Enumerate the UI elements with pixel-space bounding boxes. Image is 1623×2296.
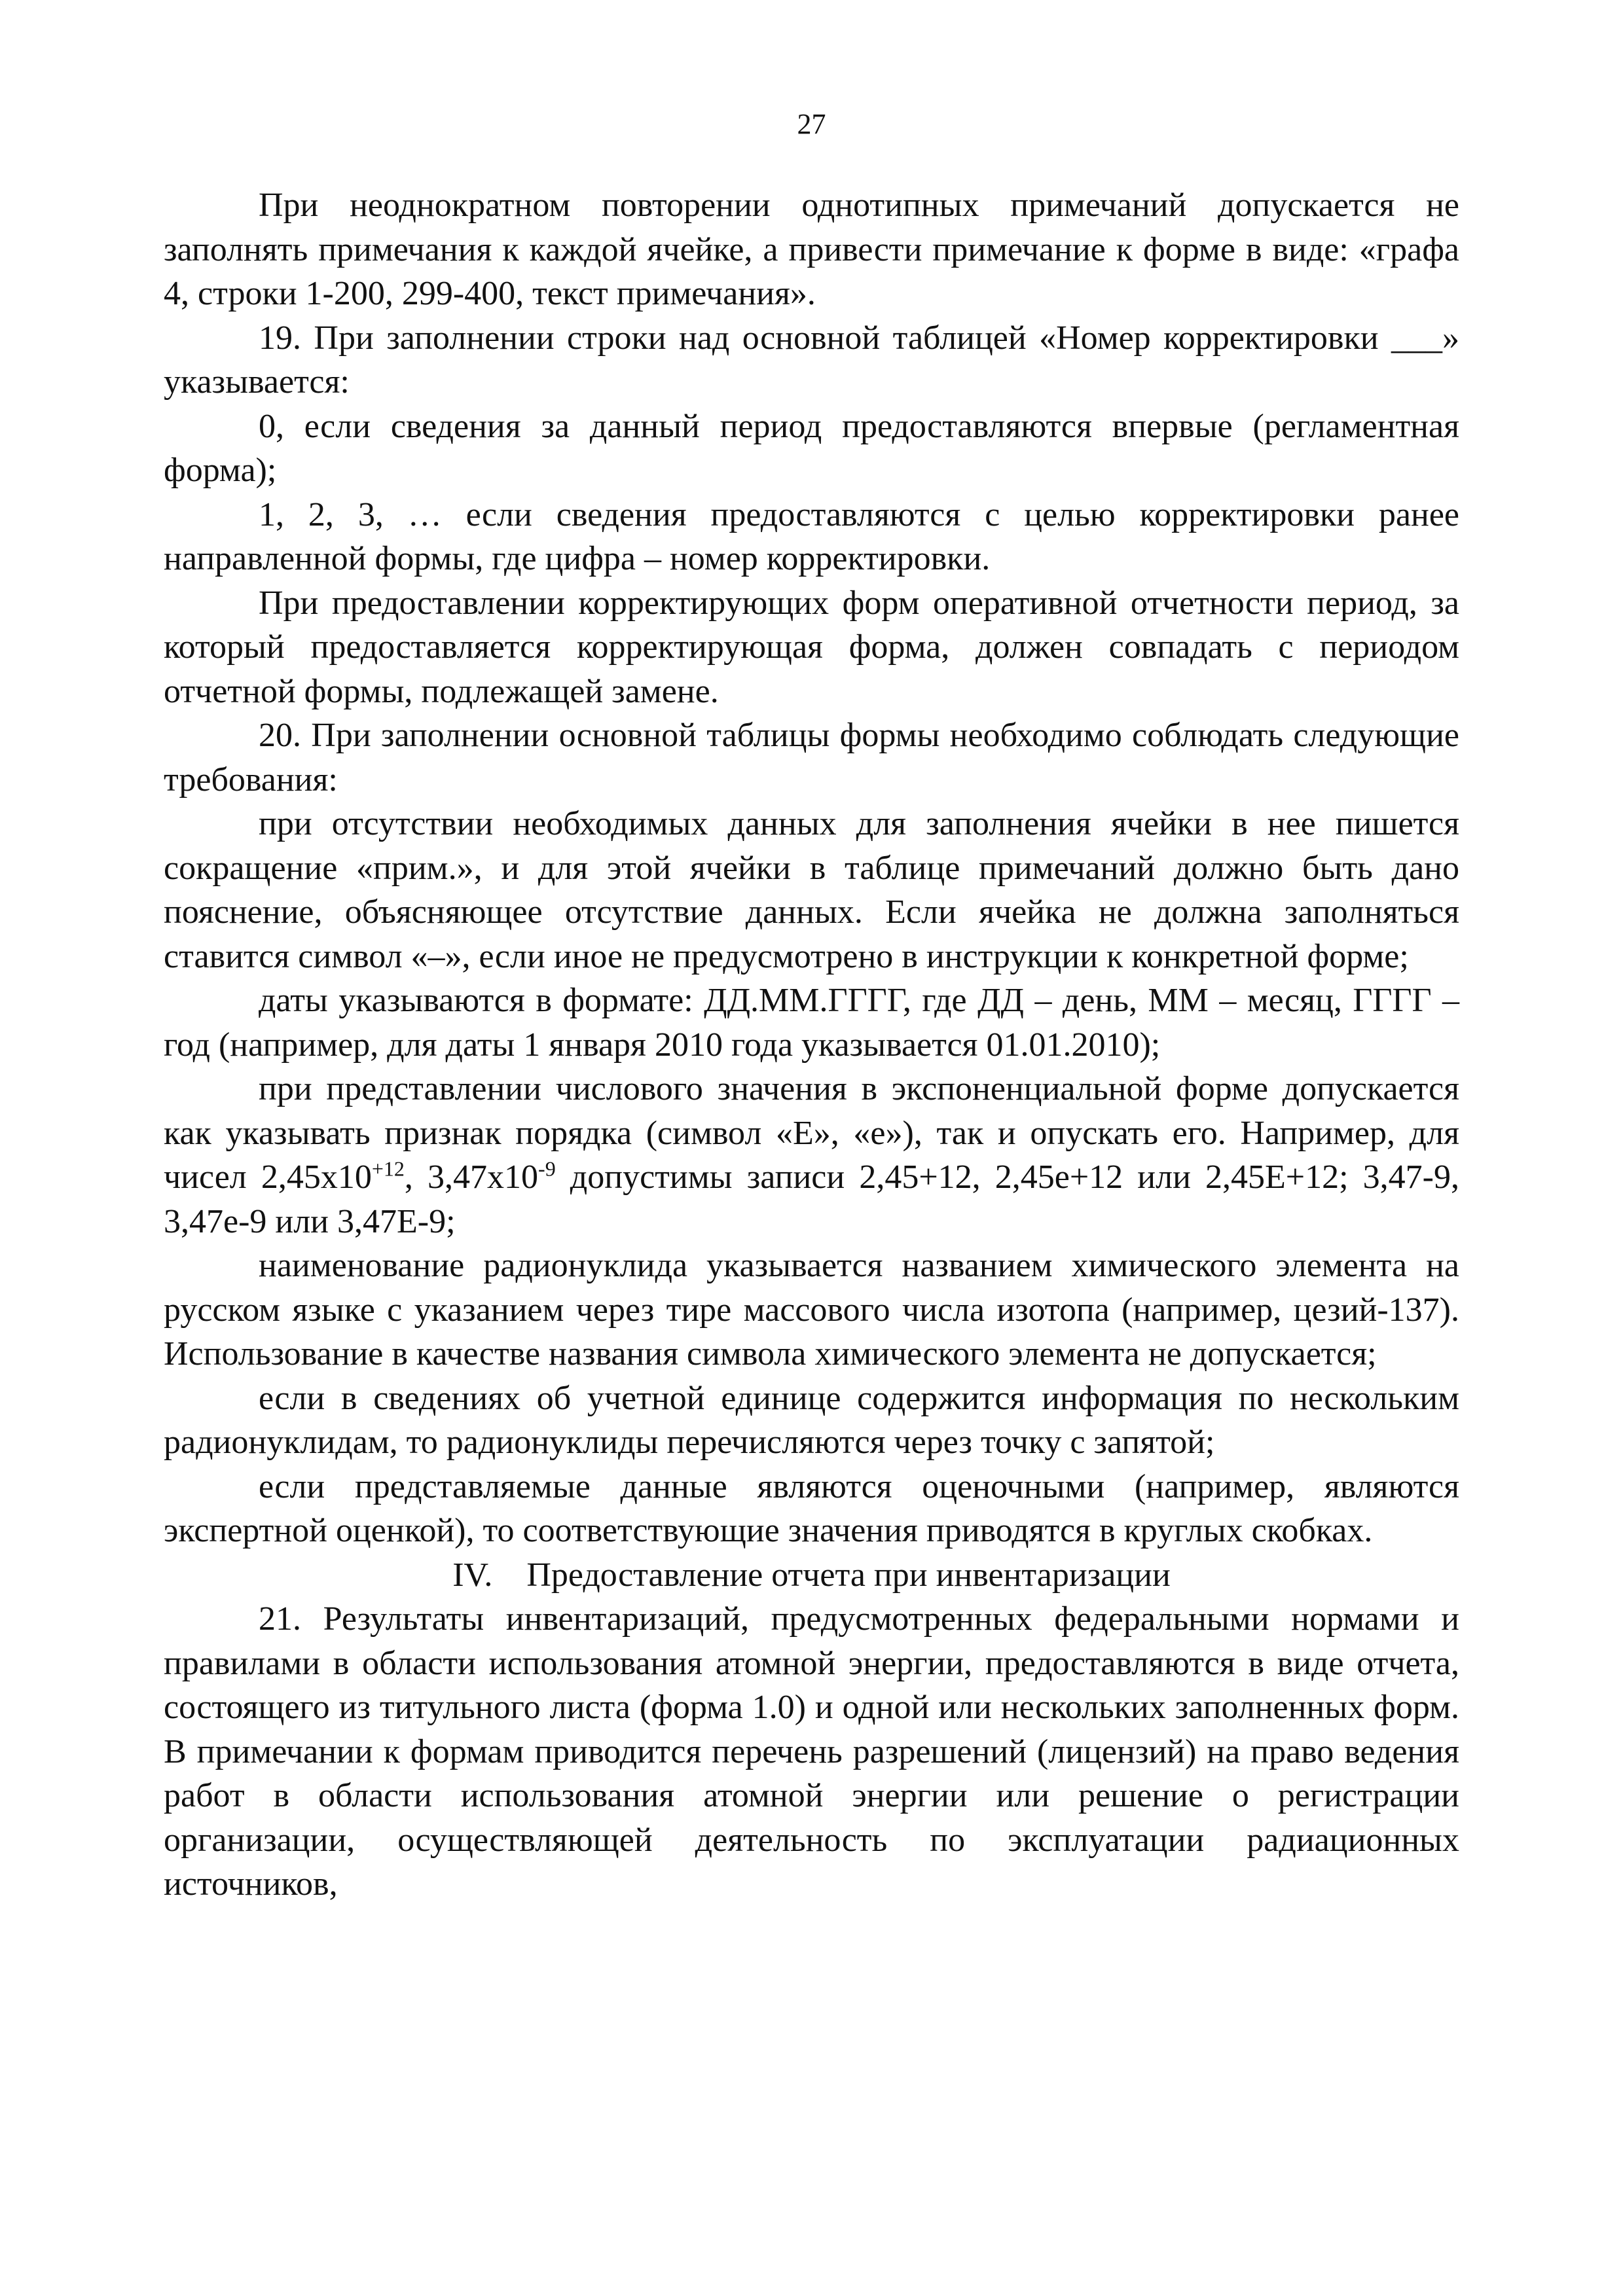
paragraph-correction-zero: 0, если сведения за данный период предоставляются впервые (регламентная форма); (164, 407, 1459, 489)
exponent-text-c: допустимы записи 2,45+12, 2,45e+12 или 2,45E+12; 3,47-9, 3,47e-9 или 3,47E-9; (164, 1158, 1460, 1240)
paragraph-radionuclide-name: наименование радионуклида указывается названием химического элемента на русском языке с указанием через тире массового числа изотопа (например, цезий-137). Использование в качестве названия символа химического элемента не допускается; (164, 1247, 1459, 1372)
paragraph-item-20: 20. При заполнении основной таблицы формы необходимо соблюдать следующие требования: (164, 717, 1459, 798)
paragraph-correcting-forms: При предоставлении корректирующих форм оперативной отчетности период, за который предоставляется корректирующая форма, должен совпадать с периодом отчетной формы, подлежащей замене. (164, 584, 1459, 710)
paragraph-repeated-notes: При неоднократном повторении однотипных примечаний допускается не заполнять примечания к каждой ячейке, а привести примечание к форме в виде: «графа 4, строки 1-200, 299-400, текст примечания». (164, 187, 1459, 312)
paragraph-exponential-format (164, 1067, 1459, 1244)
paragraph-estimated-data: если представляемые данные являются оценочными (например, являются экспертной оценкой), то соответствующие значения приводятся в круглых скобках. (164, 1467, 1459, 1549)
exponent-text-b: , 3,47x10 (404, 1158, 539, 1196)
section-heading: IV. Предоставление отчета при инвентаризации (452, 1556, 1171, 1594)
paragraph-multiple-radionuclides: если в сведениях об учетной единице содержится информация по нескольким радионуклидам, то радионуклиды перечисляются через точку с запятой; (164, 1379, 1459, 1461)
exponent-superscript-2: -9 (538, 1157, 556, 1181)
paragraph-item-19: 19. При заполнении строки над основной таблицей «Номер корректировки ___» указывается: (164, 319, 1459, 401)
paragraph-date-format: даты указываются в формате: ДД.ММ.ГГГГ, где ДД – день, ММ – месяц, ГГГГ – год (например, для даты 1 января 2010 года указывается 01.01.2010); (164, 982, 1459, 1064)
paragraph-correction-numbers: 1, 2, 3, … если сведения предоставляются с целью корректировки ранее направленной формы, где цифра – номер корректировки. (164, 495, 1459, 577)
exponent-superscript-1: +12 (371, 1157, 405, 1181)
exponent-text-a: при представлении числового значения в экспоненциальной форме допускается как указывать признак порядка (символ «Е», «е»), так и опускать его. Например, для чисел 2,45x10 (164, 1070, 1459, 1196)
page-number: 27 (797, 108, 826, 140)
paragraph-item-21: 21. Результаты инвентаризаций, предусмотренных федеральными нормами и правилами в области использования атомной энергии, предоставляются в виде отчета, состоящего из титульного листа (форма 1.0) и одной или нескольких заполненных форм. В примечании к формам приводится перечень разрешений (лицензий) на право ведения работ в области использования атомной энергии или решение о регистрации организации, осуществляющей деятельность по эксплуатации радиационных источников, (164, 1600, 1459, 1903)
paragraph-missing-data: при отсутствии необходимых данных для заполнения ячейки в нее пишется сокращение «прим.», и для этой ячейки в таблице примечаний должно быть дано пояснение, объясняющее отсутствие данных. Если ячейка не должна заполняться ставится символ «–», если иное не предусмотрено в инструкции к конкретной форме; (164, 805, 1459, 975)
